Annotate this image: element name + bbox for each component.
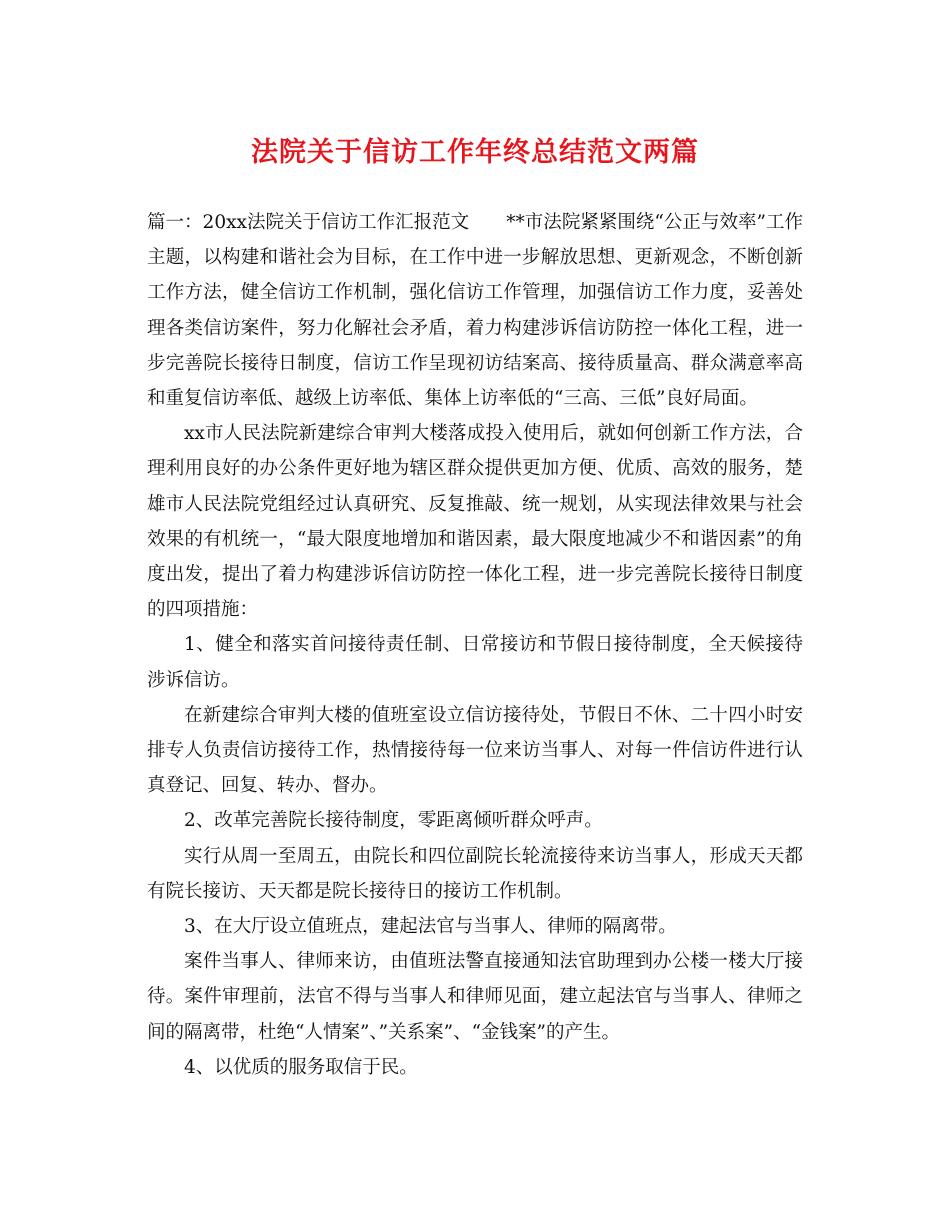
paragraph-2: xx市人民法院新建综合审判大楼落成投入使用后，就如何创新工作方法，合理利用良好的办公条件更好地为辖区群众提供更加方便、优质、高效的服务，楚雄市人民法院党组经过认真研究、反复推敲、统一规划，从实现法律效果与社会效果的有机统一，“最大限度地增加和谐因素，最大限度地减少不和谐因素”的角度出发，提出了着力构建涉诉信访防控一体化工程，进一步完善院长接待日制度的四项措施： xyxy=(147,423,803,621)
document-body xyxy=(147,205,803,1085)
paragraph-9: 4、以优质的服务取信于民。 xyxy=(184,1056,418,1078)
paragraph-7: 3、在大厅设立值班点，建起法官与当事人、律师的隔离带。 xyxy=(184,916,677,938)
paragraph-6: 实行从周一至周五，由院长和四位副院长轮流接待来访当事人，形成天天都有院长接访、天天都是院长接待日的接访工作机制。 xyxy=(147,845,803,902)
paragraph-5: 2、改革完善院长接待制度，零距离倾听群众呼声。 xyxy=(184,810,603,832)
paragraph-4: 在新建综合审判大楼的值班室设立信访接待处，节假日不休、二十四小时安排专人负责信访接待工作，热情接待每一位来访当事人、对每一件信访件进行认真登记、回复、转办、督办。 xyxy=(147,704,803,797)
paragraph-8: 案件当事人、律师来访，由值班法警直接通知法官助理到办公楼一楼大厅接待。案件审理前，法官不得与当事人和律师见面，建立起法官与当事人、律师之间的隔离带，杜绝“人情案”、”关系案”、“金钱案”的产生。 xyxy=(147,951,803,1043)
paragraph-1: 篇一：20xx法院关于信访工作汇报范文 **市法院紧紧围绕“公正与效率”工作主题，以构建和谐社会为目标，在工作中进一步解放思想、更新观念，不断创新工作方法，健全信访工作机制，强化信访工作管理，加强信访工作力度，妥善处理各类信访案件，努力化解社会矛盾，着力构建涉诉信访防控一体化工程，进一步完善院长接待日制度，信访工作呈现初访结案高、接待质量高、群众满意率高和重复信访率低、越级上访率低、集体上访率低的“三高、三低”良好局面。 xyxy=(147,212,803,410)
paragraph-3: 1、健全和落实首问接待责任制、日常接访和节假日接待制度，全天候接待涉诉信访。 xyxy=(147,634,803,691)
document-title: 法院关于信访工作年终总结范文两篇 xyxy=(251,137,699,168)
